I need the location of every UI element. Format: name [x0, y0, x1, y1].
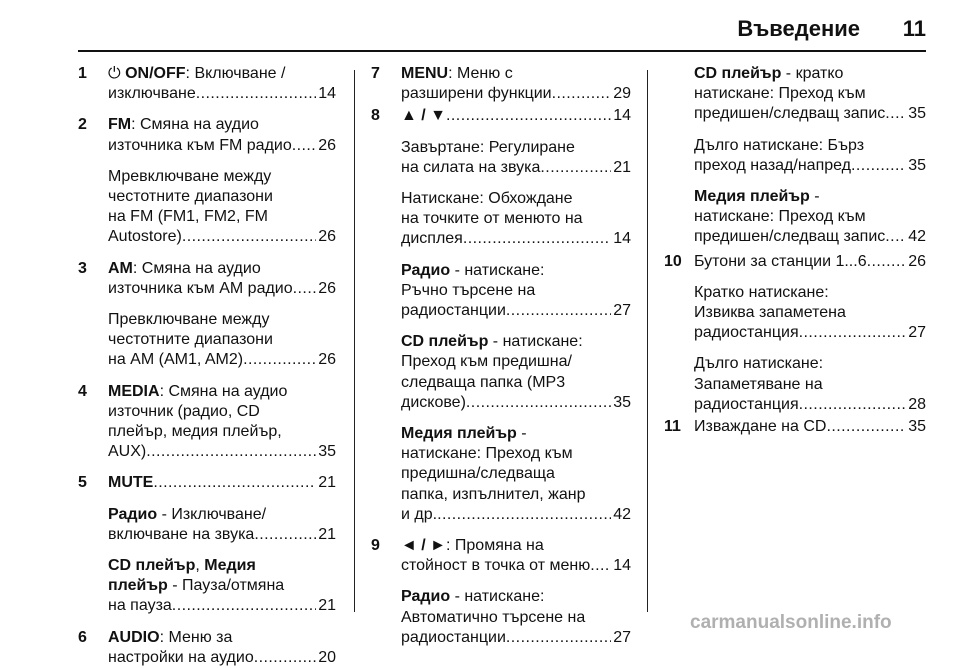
index-line [694, 227, 926, 247]
entry-text: - Изключване/ [157, 505, 267, 523]
entry-text: - Пауза/отмяна [167, 577, 285, 595]
entry-text: AUX) [108, 443, 147, 461]
entry-text: източник (радио, CD [108, 402, 260, 420]
entry-text: радиостанции [401, 628, 506, 646]
entry-text: дисплея [401, 230, 463, 248]
sub-entry [401, 261, 631, 322]
legend-item-5 [78, 473, 336, 616]
sub-entry [108, 556, 336, 617]
separator: , [195, 557, 205, 575]
column-divider-1 [354, 70, 355, 612]
legend-item-3 [78, 259, 336, 371]
sub-entry [694, 283, 926, 344]
entry-text: радиостанция [694, 324, 799, 342]
entry-text: изключване [108, 85, 196, 103]
entry-text: Извиква запаметена [694, 304, 846, 322]
column-2 [371, 64, 631, 648]
item-number: 11 [664, 418, 681, 436]
page-ref: 14 [613, 230, 631, 248]
page-ref: 26 [318, 228, 336, 246]
item-text: : Включване / [185, 65, 286, 82]
page-ref: 35 [318, 443, 336, 461]
left-right-arrows-icon: ◄ / ► [401, 537, 447, 555]
sub-entry [401, 424, 631, 525]
entry-text: Кратко натискане: [694, 283, 829, 301]
index-line [694, 252, 926, 272]
page-ref: 42 [613, 505, 631, 523]
chapter-title: Въведение [737, 16, 860, 41]
entry-text: Автоматично търсене на [401, 608, 586, 626]
entry-text: преход назад/напред [694, 156, 852, 174]
entry-text: - [516, 425, 527, 443]
entry-text: Мревключване между [108, 167, 272, 185]
page-ref: 21 [613, 158, 631, 176]
entry-text: честотните диапазони [108, 331, 273, 349]
index-line [108, 136, 336, 156]
item-text: : Смяна на аудио [159, 382, 288, 400]
page-ref: 28 [908, 395, 926, 413]
mode-label: Радио [108, 505, 158, 523]
index-line [694, 323, 926, 343]
entry-text: Натискане: Обхождане [401, 190, 573, 208]
legend-item-2 [78, 115, 336, 247]
index-line [401, 84, 631, 104]
entry-text: на точките от менюто на [401, 210, 583, 228]
page-ref: 21 [318, 525, 336, 543]
sub-entry [401, 332, 631, 413]
up-down-arrows-icon: ▲ / ▼ [401, 107, 447, 125]
page-ref: 14 [613, 107, 631, 125]
entry-text: Преход към предишна/ [401, 353, 572, 371]
entry-text: източника към FM радио [108, 136, 292, 154]
sub-entry [108, 167, 336, 248]
entry-text: радиостанции [401, 302, 506, 320]
page-ref: 35 [908, 105, 926, 123]
item-number: 2 [78, 116, 87, 134]
item-number: 7 [371, 65, 380, 82]
sub-entry [108, 505, 336, 545]
sub-entry [664, 64, 926, 125]
entry-text: Бутони за станции 1...6 [694, 252, 867, 270]
index-line [108, 525, 336, 545]
page-number: 11 [902, 16, 926, 41]
mode-label: CD плейър [108, 557, 196, 575]
entry-text: радиостанция [694, 395, 799, 413]
entry-text: плейър, медия плейър, [108, 423, 282, 441]
page-ref: 29 [613, 85, 631, 103]
page-ref: 27 [613, 628, 631, 646]
item-key: MUTE [108, 474, 154, 492]
item-text: : Промяна на [446, 537, 544, 555]
mode-label: CD плейър [401, 333, 489, 351]
index-line [694, 104, 926, 124]
item-key: FM [108, 116, 132, 134]
entry-text: предишен/следващ запис [694, 228, 886, 246]
item-number: 4 [78, 382, 87, 400]
entry-text: Дълго натискане: [694, 355, 824, 373]
page-ref: 26 [318, 351, 336, 369]
index-line [401, 158, 631, 178]
index-line [694, 417, 926, 437]
index-line [401, 229, 631, 249]
entry-text: Завъртане: Регулиране [401, 138, 575, 156]
index-line [401, 393, 631, 413]
sub-entry [664, 187, 926, 248]
item-number: 3 [78, 259, 87, 277]
item-text: : Меню за [159, 628, 233, 646]
sub-entry [401, 189, 631, 250]
legend-item-9 [371, 536, 631, 648]
index-line [108, 596, 336, 616]
page-ref: 20 [318, 648, 336, 666]
entry-text: натискане: Преход към [401, 445, 573, 463]
entry-text: и др. [401, 505, 438, 523]
index-line [694, 395, 926, 415]
index-line [108, 442, 336, 462]
page-ref: 21 [318, 474, 336, 492]
page-ref: 42 [908, 228, 926, 246]
page-ref: 14 [613, 557, 631, 575]
index-line [108, 473, 336, 493]
page-ref: 35 [908, 418, 926, 436]
legend-item-1 [78, 64, 336, 104]
item-number: 1 [78, 65, 87, 82]
entry-text: - натискане: [450, 588, 545, 606]
legend-item-8 [371, 106, 631, 525]
mode-label: Радио [401, 588, 451, 606]
column-1 [78, 64, 336, 668]
entry-text: честотните диапазони [108, 188, 273, 206]
entry-text: на пауза [108, 597, 172, 615]
entry-text: на AM (AM1, AM2) [108, 351, 244, 369]
mode-label: Радио [401, 261, 451, 279]
entry-text: натискане: Преход към [694, 85, 866, 103]
entry-text: на силата на звука [401, 158, 541, 176]
item-number: 8 [371, 107, 380, 125]
item-key: AM [108, 259, 133, 277]
item-number: 10 [664, 252, 682, 270]
entry-text: Ръчно търсене на [401, 281, 536, 299]
index-line [108, 648, 336, 668]
mode-label: плейър [108, 577, 168, 595]
index-line [108, 84, 336, 104]
index-line [108, 350, 336, 370]
page-ref: 21 [318, 597, 336, 615]
legend-item-7 [371, 64, 631, 104]
entry-text: Превключване между [108, 311, 270, 329]
entry-text: разширени функции [401, 85, 552, 103]
item-key: ON/OFF [125, 65, 186, 82]
entry-text: натискане: Преход към [694, 208, 866, 226]
entry-text: - кратко [781, 65, 844, 82]
item-number: 6 [78, 628, 87, 646]
entry-text: Autostore) [108, 228, 182, 246]
entry-text: Дълго натискане: Бърз [694, 136, 865, 154]
mode-label: Медия [204, 557, 256, 575]
entry-text: папка, изпълнител, жанр [401, 485, 586, 503]
column-divider-2 [647, 70, 648, 612]
legend-item-11 [664, 417, 926, 437]
entry-text: настройки на аудио [108, 648, 254, 666]
page-ref: 27 [613, 302, 631, 320]
legend-item-10 [664, 252, 926, 415]
sub-entry [664, 136, 926, 176]
index-line [401, 106, 631, 126]
entry-text: източника към AM радио [108, 279, 293, 297]
page-ref: 26 [318, 279, 336, 297]
page-ref: 26 [318, 136, 336, 154]
index-line [401, 556, 631, 576]
page-ref: 35 [908, 156, 926, 174]
index-line [108, 279, 336, 299]
item-text: : Смяна на аудио [131, 116, 259, 134]
index-line [108, 227, 336, 247]
header-rule [78, 50, 926, 52]
index-line [401, 301, 631, 321]
entry-text: следваща папка (MP3 [401, 373, 566, 391]
sub-entry [108, 310, 336, 371]
page-ref: 35 [613, 393, 631, 411]
entry-text: - натискане: [450, 261, 545, 279]
entry-text: дискове) [401, 393, 466, 411]
legend-item-4 [78, 382, 336, 463]
item-key: MENU [401, 65, 449, 82]
item-number: 5 [78, 474, 87, 492]
entry-text: предишна/следваща [401, 465, 555, 483]
sub-entry [401, 587, 631, 648]
item-key: MEDIA [108, 382, 160, 400]
power-icon: ⏻ [108, 65, 121, 82]
sub-entry [694, 354, 926, 415]
column-3 [664, 64, 926, 437]
entry-text: - натискане: [488, 333, 583, 351]
legend-item-6 [78, 628, 336, 668]
page-ref: 27 [908, 324, 926, 342]
index-line [694, 156, 926, 176]
index-line [401, 628, 631, 648]
watermark: carmanualsonline.info [690, 612, 892, 633]
sub-entry [401, 138, 631, 178]
page-ref: 26 [908, 252, 926, 270]
entry-text: предишен/следващ запис [694, 105, 886, 123]
index-line [401, 505, 631, 525]
item-text: : Меню с [448, 65, 513, 82]
item-number: 9 [371, 537, 380, 555]
entry-text: стойност в точка от меню [401, 557, 591, 575]
entry-text: на FM (FM1, FM2, FM [108, 208, 268, 226]
mode-label: Медия плейър [694, 188, 810, 206]
item-text: : Смяна на аудио [132, 259, 261, 277]
mode-label: Медия плейър [401, 425, 517, 443]
item-key: AUDIO [108, 628, 160, 646]
entry-text: Запаметяване на [694, 375, 823, 393]
entry-text: включване на звука [108, 525, 255, 543]
entry-text: - [809, 188, 820, 206]
page-ref: 14 [318, 85, 336, 103]
entry-text: Изваждане на CD [694, 418, 827, 436]
mode-label: CD плейър [694, 65, 782, 82]
